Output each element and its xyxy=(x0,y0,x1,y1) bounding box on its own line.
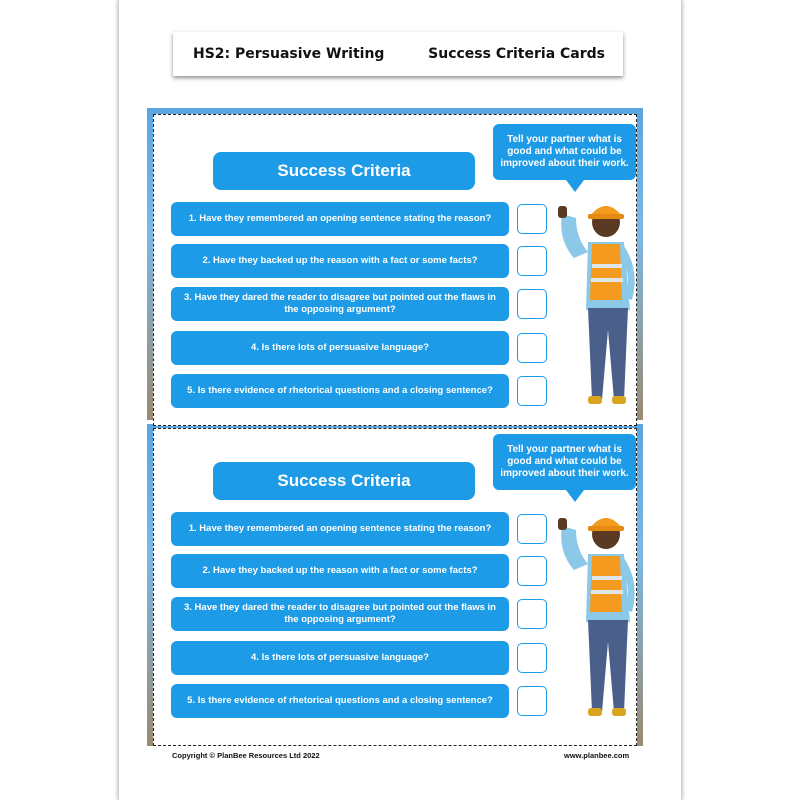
footer-copyright: Copyright © PlanBee Resources Ltd 2022 xyxy=(172,751,320,760)
card-2-title: Success Criteria xyxy=(213,462,475,500)
card-2-criterion-1: 1. Have they remembered an opening sentence stating the reason? xyxy=(171,512,509,546)
card-2-criterion-4: 4. Is there lots of persuasive language? xyxy=(171,641,509,675)
card-1-criterion-2: 2. Have they backed up the reason with a fact or some facts? xyxy=(171,244,509,278)
card-1-checkbox-2[interactable] xyxy=(517,246,547,276)
card-1-speech-bubble: Tell your partner what is good and what could be improved about their work. xyxy=(493,124,636,180)
card-1-checkbox-5[interactable] xyxy=(517,376,547,406)
card-1-criterion-3: 3. Have they dared the reader to disagree but pointed out the flaws in the opposing argument? xyxy=(171,287,509,321)
construction-worker-icon xyxy=(548,160,648,410)
card-1-criterion-4: 4. Is there lots of persuasive language? xyxy=(171,331,509,365)
card-1-criterion-5: 5. Is there evidence of rhetorical questions and a closing sentence? xyxy=(171,374,509,408)
card-2-criterion-2: 2. Have they backed up the reason with a fact or some facts? xyxy=(171,554,509,588)
card-1-checkbox-4[interactable] xyxy=(517,333,547,363)
construction-worker-icon xyxy=(548,472,648,722)
header-right-title: Success Criteria Cards xyxy=(428,46,605,62)
card-2-checkbox-5[interactable] xyxy=(517,686,547,716)
card-2-checkbox-3[interactable] xyxy=(517,599,547,629)
card-2-checkbox-2[interactable] xyxy=(517,556,547,586)
card-2-checkbox-4[interactable] xyxy=(517,643,547,673)
footer-website[interactable]: www.planbee.com xyxy=(564,751,630,760)
card-1-title: Success Criteria xyxy=(213,152,475,190)
card-2-checkbox-1[interactable] xyxy=(517,514,547,544)
card-1-checkbox-3[interactable] xyxy=(517,289,547,319)
card-2-criterion-3: 3. Have they dared the reader to disagree but pointed out the flaws in the opposing argument? xyxy=(171,597,509,631)
page-header xyxy=(173,32,623,76)
card-1-criterion-1: 1. Have they remembered an opening sentence stating the reason? xyxy=(171,202,509,236)
card-1-checkbox-1[interactable] xyxy=(517,204,547,234)
header-left-title: HS2: Persuasive Writing xyxy=(193,46,385,62)
card-2-speech-bubble: Tell your partner what is good and what could be improved about their work. xyxy=(493,434,636,490)
card-2-criterion-5: 5. Is there evidence of rhetorical questions and a closing sentence? xyxy=(171,684,509,718)
